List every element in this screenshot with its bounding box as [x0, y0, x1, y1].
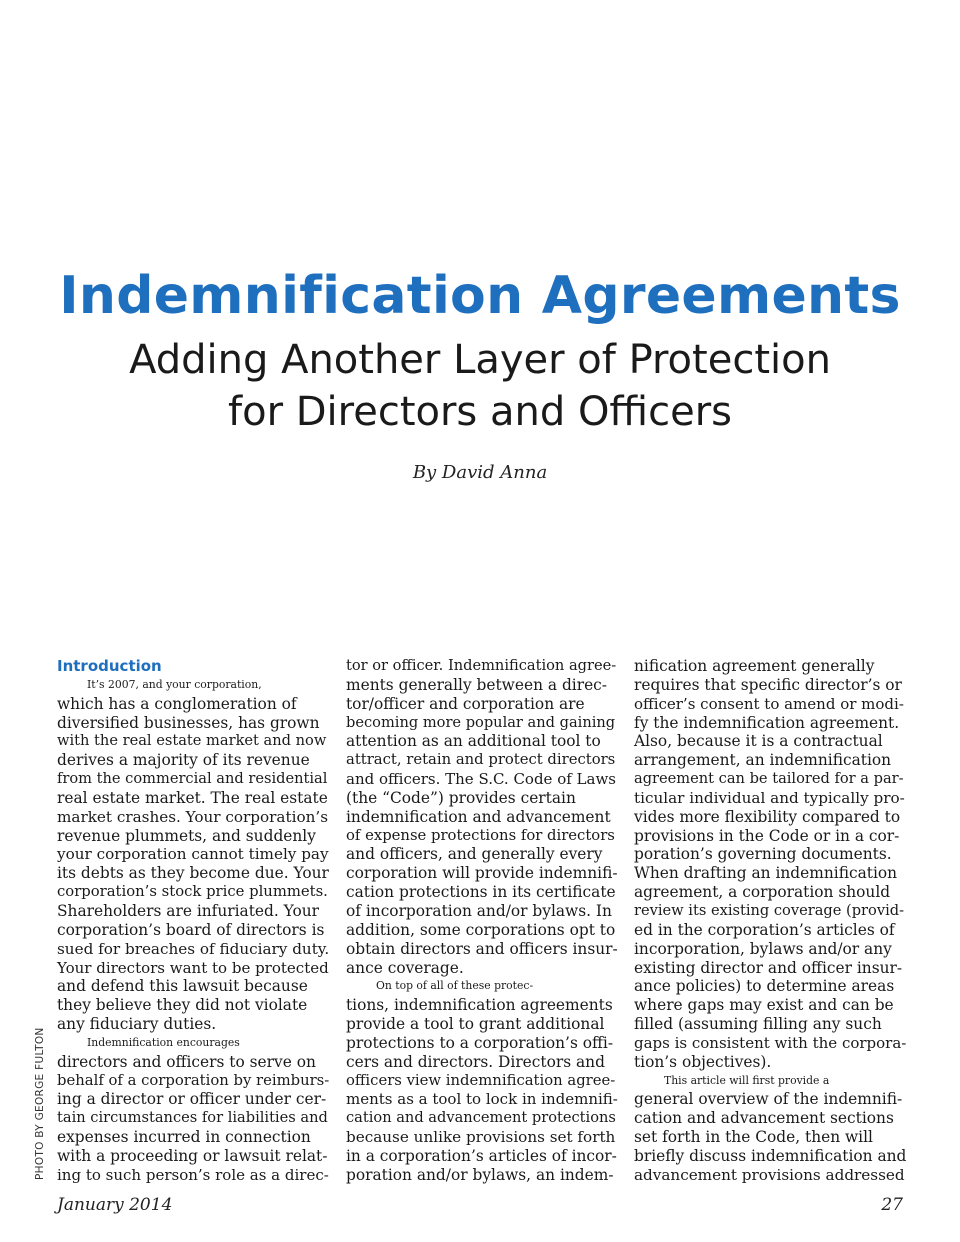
text-line: tor or officer. Indemnification agree- — [346, 657, 617, 674]
text-line: attract, retain and protect directors — [346, 751, 616, 769]
section-heading: Introduction — [57, 657, 162, 675]
text-line: agreement can be tailored for a par- — [634, 770, 904, 788]
text-line: officer’s consent to amend or modi- — [634, 694, 904, 713]
text-line: behalf of a corporation by reimburs- — [57, 1071, 330, 1089]
text-line: ing a director or officer under cer- — [57, 1090, 327, 1109]
text-line: real estate market. The real estate — [57, 788, 328, 807]
text-line: attention as an additional tool to — [346, 732, 601, 751]
text-line: protections to a corporation’s offi- — [346, 1033, 614, 1052]
text-line: agreement, a corporation should — [634, 883, 891, 902]
text-line: advancement provisions addressed — [634, 1165, 905, 1184]
text-line: provide a tool to grant additional — [346, 1015, 605, 1034]
text-line: cation and advancement protections — [346, 1109, 616, 1127]
text-line: ing to such person’s role as a direc- — [57, 1165, 329, 1184]
text-line: in a corporation’s articles of incor- — [346, 1146, 617, 1165]
text-line: with a proceeding or lawsuit relat- — [57, 1146, 328, 1165]
text-line: ance coverage. — [346, 958, 464, 977]
page-number: 27 — [881, 1195, 903, 1215]
text-line: with the real estate market and now — [57, 732, 327, 750]
subtitle-line: for Directors and Officers — [228, 389, 732, 435]
text-line: ed in the corporation’s articles of — [634, 920, 895, 939]
text-line: addition, some corporations opt to — [346, 920, 616, 939]
text-line: tions, indemnification agreements — [346, 996, 613, 1015]
text-line: where gaps may exist and can be — [634, 996, 894, 1015]
text-line: of incorporation and/or bylaws. In — [346, 901, 612, 920]
text-line: diversified businesses, has grown — [57, 713, 320, 732]
text-line: revenue plummets, and suddenly — [57, 826, 316, 845]
text-line: corporation’s board of directors is — [57, 920, 325, 939]
text-line: On top of all of these protec- — [376, 979, 534, 993]
text-line: It’s 2007, and your corporation, — [87, 677, 262, 691]
text-line: any fiduciary duties. — [57, 1015, 217, 1034]
text-line: expenses incurred in connection — [57, 1128, 311, 1147]
text-line: directors and officers to serve on — [57, 1052, 316, 1071]
text-line: ance policies) to determine areas — [634, 977, 895, 996]
text-line: your corporation cannot timely pay — [57, 845, 329, 864]
text-line: corporation’s stock price plummets. — [57, 883, 328, 901]
text-line: tain circumstances for liabilities and — [57, 1109, 328, 1127]
text-line: When drafting an indemnification — [634, 864, 898, 883]
text-line: review its existing coverage (provid- — [634, 901, 905, 919]
text-line: tion’s objectives). — [634, 1052, 772, 1071]
text-line: Shareholders are infuriated. Your — [57, 901, 320, 920]
text-line: of expense protections for directors — [346, 826, 615, 844]
text-line: because unlike provisions set forth — [346, 1128, 616, 1147]
text-line: corporation will provide indemnifi- — [346, 864, 618, 883]
text-line: ticular individual and typically pro- — [634, 788, 905, 807]
footer-date: January 2014 — [57, 1195, 173, 1215]
text-line: fy the indemnification agreement. — [634, 713, 900, 732]
text-line: from the commercial and residential — [57, 770, 328, 788]
text-line: arrangement, an indemnification — [634, 751, 892, 770]
article-subtitle — [0, 334, 960, 438]
text-line: Also, because it is a contractual — [634, 732, 883, 751]
text-line: cation protections in its certificate — [346, 883, 616, 902]
text-line: briefly discuss indemnification and — [634, 1146, 907, 1165]
text-line: market crashes. Your corporation’s — [57, 807, 328, 826]
text-line: Your directors want to be protected — [57, 958, 329, 977]
text-line: filled (assuming filling any such — [634, 1015, 882, 1034]
text-column-3 — [634, 657, 907, 1185]
text-line: incorporation, bylaws and/or any — [634, 939, 892, 958]
text-line: cers and directors. Directors and — [346, 1052, 605, 1071]
text-line: poration’s governing documents. — [634, 845, 892, 864]
text-line: provisions in the Code or in a cor- — [634, 826, 900, 845]
text-column-1 — [57, 657, 330, 1185]
text-line: set forth in the Code, then will — [634, 1128, 873, 1147]
text-line: and defend this lawsuit because — [57, 977, 308, 996]
text-line: its debts as they become due. Your — [57, 864, 329, 883]
text-line: they believe they did not violate — [57, 996, 308, 1015]
text-line: obtain directors and officers insur- — [346, 939, 618, 958]
text-line: poration and/or bylaws, an indem- — [346, 1165, 614, 1184]
text-line: and officers, and generally every — [346, 845, 603, 864]
text-line: existing director and officer insur- — [634, 958, 903, 977]
text-line: sued for breaches of fiduciary duty. — [57, 939, 330, 958]
text-line: ments as a tool to lock in indemnifi- — [346, 1090, 618, 1109]
subtitle-line: Adding Another Layer of Protection — [129, 337, 831, 383]
text-line: derives a majority of its revenue — [57, 751, 310, 770]
text-line: becoming more popular and gaining — [346, 713, 616, 731]
text-line: This article will first provide a — [664, 1073, 830, 1087]
text-line: which has a conglomeration of — [57, 694, 297, 713]
text-line: and officers. The S.C. Code of Laws — [346, 770, 616, 789]
article-title: Indemnification Agreements — [59, 266, 901, 326]
text-line: tor/officer and corporation are — [346, 694, 585, 713]
text-line: indemnification and advancement — [346, 807, 611, 826]
text-line: cation and advancement sections — [634, 1109, 894, 1128]
text-line: general overview of the indemnifi- — [634, 1090, 903, 1109]
text-column-2 — [346, 657, 616, 1185]
text-line: ments generally between a direc- — [346, 675, 608, 694]
text-line: requires that specific director’s or — [634, 675, 902, 694]
byline: By David Anna — [412, 462, 548, 483]
text-line: vides more flexibility compared to — [634, 807, 901, 826]
photo-credit: PHOTO BY GEORGE FULTON — [34, 1027, 46, 1180]
text-line: Indemnification encourages — [87, 1035, 240, 1049]
text-line: officers view indemnification agree- — [346, 1071, 616, 1089]
text-line: nification agreement generally — [634, 657, 875, 675]
text-line: gaps is consistent with the corpora- — [634, 1033, 907, 1052]
text-line: (the “Code”) provides certain — [346, 788, 576, 807]
